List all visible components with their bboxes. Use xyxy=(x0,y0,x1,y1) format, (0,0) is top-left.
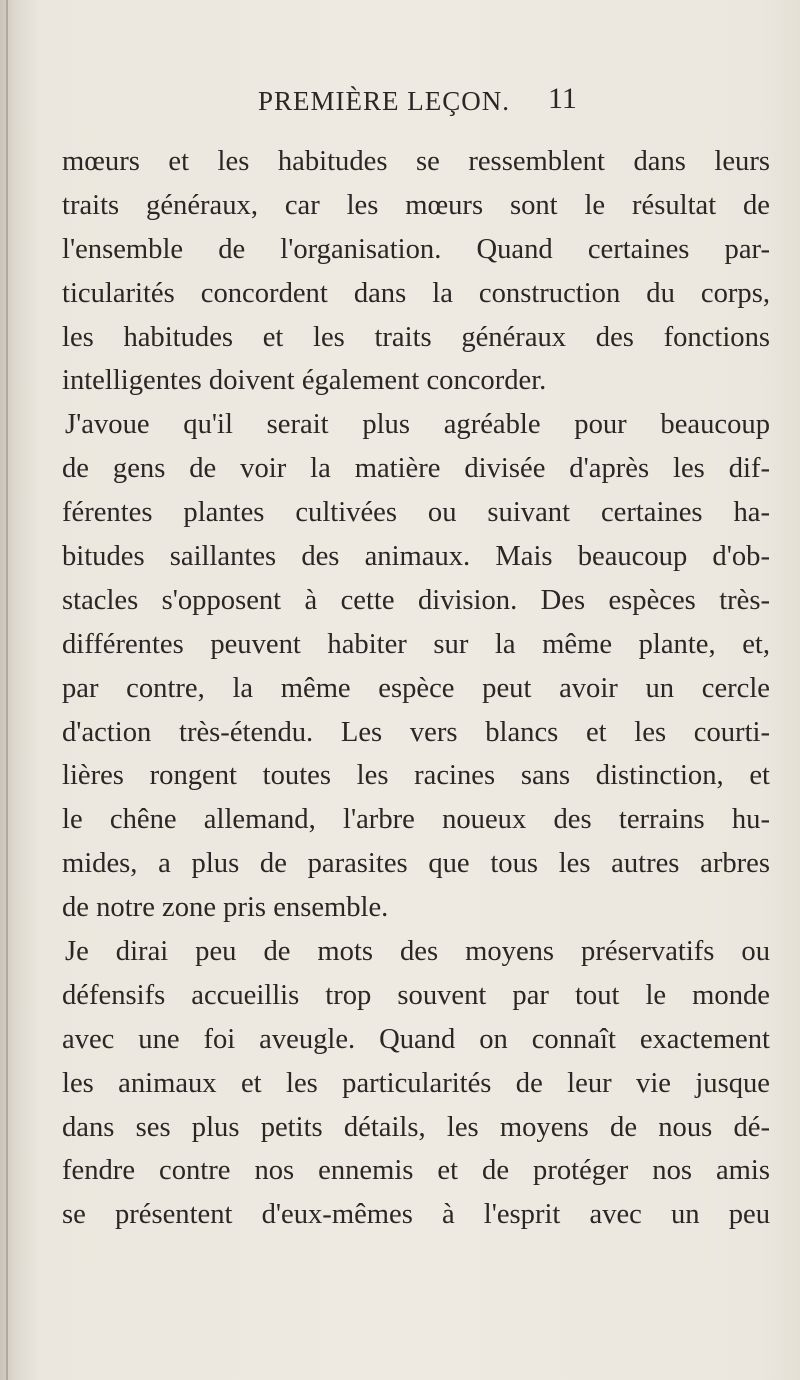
running-title: PREMIÈRE LEÇON. xyxy=(258,86,511,116)
text-line: l'ensemble de l'organisation. Quand certaines par- xyxy=(62,233,770,265)
text-line: J'avoue qu'il serait plus agréable pour beaucoup xyxy=(65,409,770,441)
text-line: ticularités concordent dans la construction du corps, xyxy=(62,277,770,309)
text-line: se présentent d'eux-mêmes à l'esprit avec un peu xyxy=(62,1199,770,1231)
text-line: mides, a plus de parasites que tous les autres arbres xyxy=(62,848,770,880)
page-number: 11 xyxy=(548,82,577,115)
page-header xyxy=(0,82,800,126)
text-line: les animaux et les particularités de leur vie jusque xyxy=(62,1067,770,1099)
text-line: stacles s'opposent à cette division. Des espèces très- xyxy=(62,584,770,616)
text-line: férentes plantes cultivées ou suivant certaines ha- xyxy=(62,497,770,529)
text-line: de gens de voir la matière divisée d'après les dif- xyxy=(62,453,770,485)
text-line: différentes peuvent habiter sur la même plante, et, xyxy=(62,628,770,660)
text-line: bitudes saillantes des animaux. Mais beaucoup d'ob- xyxy=(62,541,770,573)
text-line: le chêne allemand, l'arbre noueux des terrains hu- xyxy=(62,804,770,836)
text-line: intelligentes doivent également concorder. xyxy=(62,365,547,397)
text-line: les habitudes et les traits généraux des fonctions xyxy=(62,321,770,353)
text-line: Je dirai peu de mots des moyens préservatifs ou xyxy=(65,936,770,968)
text-line: lières rongent toutes les racines sans distinction, et xyxy=(62,760,770,792)
text-line: de notre zone pris ensemble. xyxy=(62,892,389,924)
text-line: mœurs et les habitudes se ressemblent dans leurs xyxy=(62,146,770,177)
text-line: défensifs accueillis trop souvent par tout le monde xyxy=(62,979,770,1011)
text-line: par contre, la même espèce peut avoir un cercle xyxy=(62,672,770,704)
text-line: avec une foi aveugle. Quand on connaît exactement xyxy=(62,1023,770,1055)
text-line: d'action très-étendu. Les vers blancs et les courti- xyxy=(62,716,770,748)
binding-gutter xyxy=(6,0,8,1380)
text-line: traits généraux, car les mœurs sont le résultat de xyxy=(62,189,770,221)
text-line: fendre contre nos ennemis et de protéger nos amis xyxy=(62,1155,770,1187)
body-text xyxy=(62,140,770,1237)
text-line: dans ses plus petits détails, les moyens de nous dé- xyxy=(62,1111,770,1143)
